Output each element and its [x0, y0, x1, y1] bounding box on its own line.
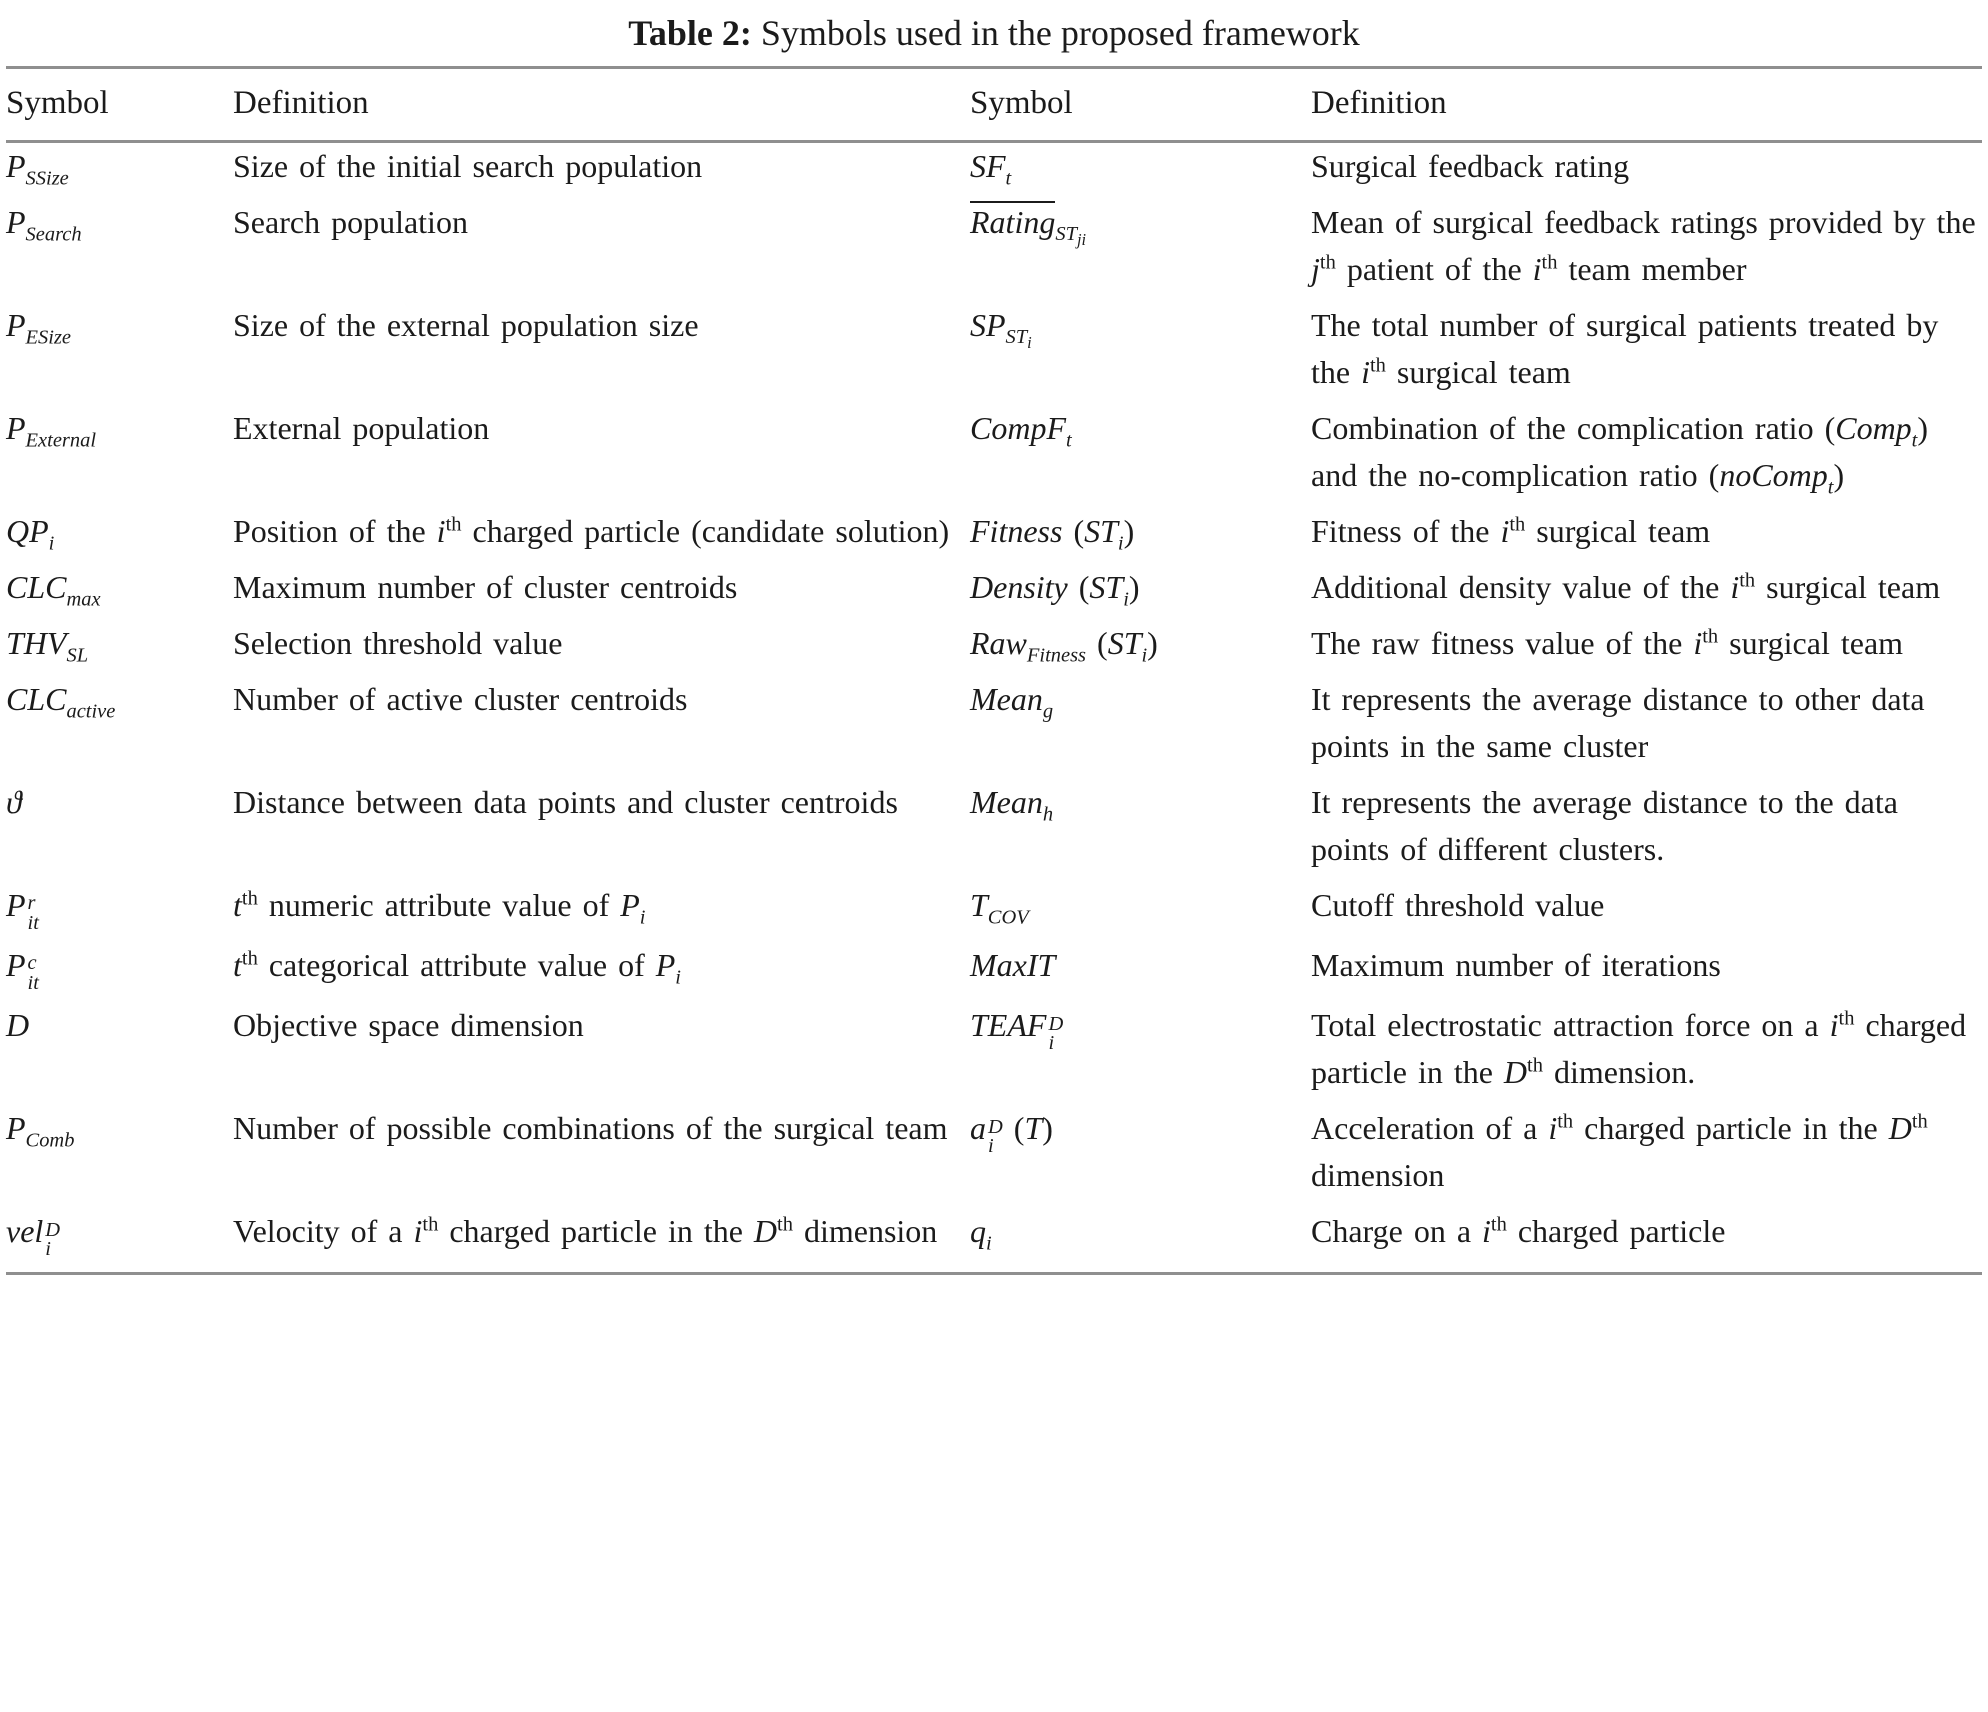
definition-cell: It represents the average distance to the data points of different clusters.: [1311, 784, 1898, 867]
table-header: [6, 69, 1988, 140]
symbol-cell: Density $(ST_i)$: [970, 569, 1140, 611]
symbol-cell: $QP_i$: [6, 513, 55, 555]
table-row: [6, 405, 1988, 508]
paper-table-page: [0, 12, 1988, 1275]
symbol-cell: Mean$_g$: [970, 681, 1054, 723]
symbol-cell: CompF$_t$: [970, 410, 1072, 452]
table-row: [6, 942, 1988, 1002]
definition-cell: The total number of surgical patients treated by the $i^{th}$ surgical team: [1311, 307, 1939, 390]
table-row: [6, 882, 1988, 942]
symbol-cell: D: [6, 1007, 30, 1044]
table-row: [6, 1105, 1988, 1208]
symbol-cell: P c it: [6, 947, 39, 994]
symbol-cell: Raw$_{Fitness}$ $(ST_i)$: [970, 625, 1158, 667]
definition-cell: Search population: [233, 204, 468, 240]
table-row: [6, 564, 1988, 620]
definition-cell: Fitness of the $i^{th}$ surgical team: [1311, 513, 1711, 549]
definition-cell: Size of the external population size: [233, 307, 699, 343]
symbol-cell: $P_{Comb}$: [6, 1110, 75, 1152]
table-row: [6, 302, 1988, 405]
definition-cell: Mean of surgical feedback ratings provided by the $j^{th}$ patient of the $i^{th}$ team member: [1311, 204, 1976, 287]
table-caption-text: Symbols used in the proposed framework: [751, 13, 1360, 53]
symbol-cell: $P_{Search}$: [6, 204, 82, 246]
symbol-cell: vel D i: [6, 1213, 61, 1260]
definition-cell: Cutoff threshold value: [1311, 887, 1605, 923]
definition-cell: Combination of the complication ratio (Comp$_t$) and the no-complication ratio (noComp$_t$): [1311, 410, 1929, 499]
definition-cell: Acceleration of a $i^{th}$ charged particle in the Dth dimension: [1311, 1110, 1928, 1194]
table-row: [6, 779, 1988, 882]
symbol-cell: TEAF D i: [970, 1007, 1064, 1054]
definition-cell: Maximum number of cluster centroids: [233, 569, 738, 605]
symbol-cell: $P_{SSize}$: [6, 148, 69, 190]
symbol-cell: a D i (T): [970, 1110, 1053, 1157]
symbol-cell: $SF_t$: [970, 148, 1012, 190]
table-row: [6, 199, 1988, 302]
symbol-cell: $THV_{SL}$: [6, 625, 89, 667]
definition-cell: $t^{th}$ numeric attribute value of $P_i$: [233, 887, 646, 929]
symbol-cell: $T_{COV}$: [970, 887, 1029, 929]
symbol-cell: MaxIT: [970, 947, 1056, 984]
table-caption-label: Table 2:: [628, 13, 752, 53]
symbol-cell: Fitness $(ST_i)$: [970, 513, 1135, 555]
table-row: [6, 676, 1988, 779]
symbol-cell: $CLC_{active}$: [6, 681, 116, 723]
symbol-cell: P r it: [6, 887, 39, 934]
symbol-cell: $P_{ESize}$: [6, 307, 72, 349]
definition-cell: Position of the $i^{th}$ charged particle (candidate solution): [233, 513, 950, 549]
definition-cell: Velocity of a $i^{th}$ charged particle in the Dth dimension: [233, 1213, 938, 1250]
definition-cell: $t^{th}$ categorical attribute value of $P_i$: [233, 947, 681, 989]
table-row: [6, 508, 1988, 564]
header-symbol-right: Symbol: [970, 85, 1073, 121]
definition-cell: Total electrostatic attraction force on a $i^{th}$ charged particle in the Dth dimension.: [1311, 1007, 1967, 1091]
definition-cell: Additional density value of the $i^{th}$ surgical team: [1311, 569, 1941, 605]
definition-cell: Surgical feedback rating: [1311, 148, 1630, 184]
definition-cell: Maximum number of iterations: [1311, 947, 1721, 984]
definition-cell: Charge on a $i^{th}$ charged particle: [1311, 1213, 1726, 1250]
definition-cell: The raw fitness value of the $i^{th}$ surgical team: [1311, 625, 1904, 661]
table-row: [6, 143, 1988, 199]
definition-cell: Number of active cluster centroids: [233, 681, 688, 717]
symbol-cell: $P_{External}$: [6, 410, 97, 452]
definition-cell: Size of the initial search population: [233, 148, 703, 184]
symbol-cell: $CLC_{max}$: [6, 569, 101, 611]
definition-cell: It represents the average distance to other data points in the same cluster: [1311, 681, 1925, 764]
symbols-table: [6, 69, 1988, 140]
table-row: [6, 1002, 1988, 1105]
table-row: [6, 1208, 1988, 1268]
definition-cell: Distance between data points and cluster centroids: [233, 784, 898, 820]
symbol-cell: $q_i$: [970, 1213, 992, 1255]
symbol-cell: $SP_{ST_i}$: [970, 307, 1032, 353]
header-definition-left: Definition: [233, 85, 369, 121]
definition-cell: External population: [233, 410, 490, 446]
header-definition-right: Definition: [1311, 85, 1447, 121]
table-caption: [6, 12, 1982, 54]
bottom-rule: [6, 1272, 1982, 1275]
symbol-cell: Rating$_{ST_{ji}}$: [970, 199, 1311, 302]
header-row: [6, 69, 1988, 140]
definition-cell: Selection threshold value: [233, 625, 563, 661]
symbols-table-body: [6, 143, 1988, 1268]
symbol-cell: Mean$_h$: [970, 784, 1054, 826]
definition-cell: Objective space dimension: [233, 1007, 584, 1044]
symbol-cell: ϑ: [6, 784, 22, 820]
table-row: [6, 620, 1988, 676]
definition-cell: Number of possible combinations of the surgical team: [233, 1110, 948, 1147]
header-symbol-left: Symbol: [6, 85, 109, 121]
